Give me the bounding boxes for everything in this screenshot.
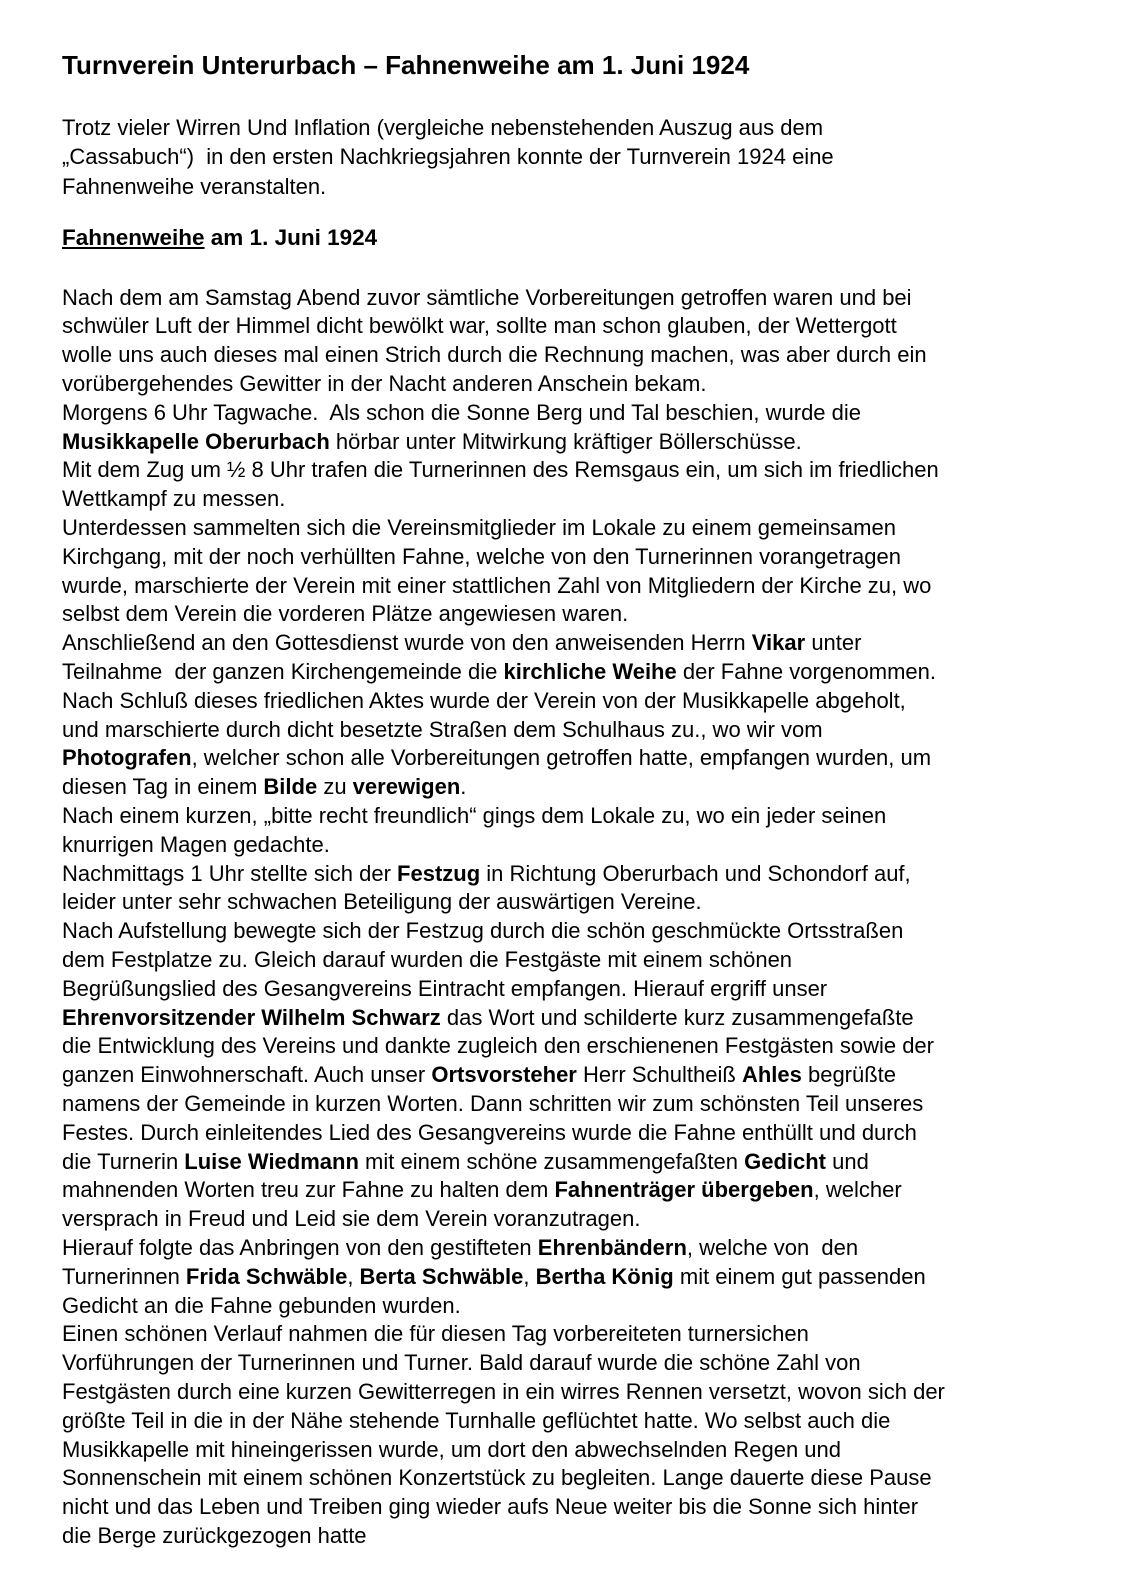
text-run: Vikar <box>751 630 806 656</box>
text-run: Anschließend an den Gottesdienst wurde von den anweisenden Herrn <box>62 630 752 656</box>
text-run: Luise Wiedmann <box>184 1148 359 1174</box>
text-run: „Cassabuch“) in den ersten Nachkriegsjahren konnte der Turnverein 1924 eine <box>62 144 834 170</box>
text-run: Gedicht <box>744 1148 826 1174</box>
text-run: die Turnerin <box>62 1148 185 1174</box>
text-run: Festgästen durch eine kurzen Gewitterregen in ein wirres Rennen versetzt, wovon sich der <box>62 1378 945 1404</box>
text-run: namens der Gemeinde in kurzen Worten. Dann schritten wir zum schönsten Teil unseres <box>62 1090 924 1116</box>
body-line <box>62 341 1101 370</box>
text-run: Nach Schluß dieses friedlichen Aktes wurde der Verein von der Musikkapelle abgeholt, <box>62 687 906 713</box>
text-run: Musikkapelle Oberurbach <box>62 428 330 454</box>
text-run: Bilde <box>263 774 318 800</box>
text-run: leider unter sehr schwachen Beteiligung der auswärtigen Vereine. <box>62 889 702 915</box>
body-line <box>62 1436 1101 1465</box>
text-run: vorübergehendes Gewitter in der Nacht anderen Anschein bekam. <box>62 371 707 397</box>
body-line <box>62 485 1101 514</box>
body-line <box>62 1464 1101 1493</box>
body-line <box>62 1205 1101 1234</box>
text-run: Unterdessen sammelten sich die Vereinsmitglieder im Lokale zu einem gemeinsamen <box>62 515 896 540</box>
text-run: Herr Schultheiß <box>576 1062 742 1088</box>
text-run: selbst dem Verein die vorderen Plätze angewiesen waren. <box>62 601 629 627</box>
text-run: versprach in Freud und Leid sie dem Verein voranzutragen. <box>62 1206 641 1232</box>
text-run: Fahnenträger übergeben <box>554 1177 814 1203</box>
body-line <box>62 1119 1101 1148</box>
text-run: Fahnenweihe veranstalten. <box>62 173 327 199</box>
body-line <box>62 1320 1101 1349</box>
text-run: Nach einem kurzen, „bitte recht freundlich“ gings dem Lokale zu, wo ein jeder seinen <box>62 802 887 828</box>
section-heading <box>62 223 1101 252</box>
text-run: die Berge zurückgezogen hatte <box>62 1522 367 1548</box>
text-run: Festes. Durch einleitendes Lied des Gesangvereins wurde die Fahne enthüllt und durch <box>62 1119 917 1145</box>
text-run: zu <box>317 774 353 800</box>
text-run: Ortsvorsteher <box>431 1062 577 1088</box>
text-run: begrüßte <box>801 1062 897 1088</box>
text-run: Wettkampf zu messen. <box>62 486 286 512</box>
text-run: Nach Aufstellung bewegte sich der Festzug durch die schön geschmückte Ortsstraßen <box>62 918 904 944</box>
intro-line <box>62 113 1101 142</box>
body-line <box>62 543 1101 572</box>
text-run: Einen schönen Verlauf nahmen die für diesen Tag vorbereiteten turnersichen <box>62 1321 809 1347</box>
text-run: Ehrenbändern <box>537 1234 687 1260</box>
text-run: Vorführungen der Turnerinnen und Turner. Bald darauf wurde die schöne Zahl von <box>62 1350 861 1376</box>
body-line <box>62 428 1101 457</box>
text-run: Fahnenweihe <box>62 225 205 251</box>
text-run: Frida Schwäble <box>185 1263 348 1289</box>
text-run: und marschierte durch dicht besetzte Straßen dem Schulhaus zu., wo wir vom <box>62 716 823 742</box>
text-run: Nachmittags 1 Uhr stellte sich der <box>62 860 398 886</box>
text-run: Musikkapelle mit hineingerissen wurde, um dort den abwechselnden Regen und <box>62 1436 842 1462</box>
text-run: Trotz vieler Wirren Und Inflation (vergleiche nebenstehenden Auszug aus dem <box>62 115 824 140</box>
body-line <box>62 600 1101 629</box>
text-run: wolle uns auch dieses mal einen Strich durch die Rechnung machen, was aber durch ein <box>62 342 927 368</box>
text-run: Ahles <box>741 1062 802 1088</box>
body-line <box>62 1004 1101 1033</box>
body-line <box>62 1032 1101 1061</box>
body-line <box>62 687 1101 716</box>
body-line <box>62 888 1101 917</box>
text-run: diesen Tag in einem <box>62 774 264 800</box>
text-run: Teilnahme der ganzen Kirchengemeinde die <box>62 658 504 684</box>
body-line <box>62 572 1101 601</box>
text-run: Festzug <box>397 860 481 886</box>
intro-line <box>62 172 1101 201</box>
text-run: knurrigen Magen gedachte. <box>62 831 330 857</box>
body-line <box>62 860 1101 889</box>
body-line <box>62 1522 1101 1551</box>
text-run: die Entwicklung des Vereins und dankte zugleich den erschienenen Festgästen sowie der <box>62 1033 934 1059</box>
text-run: unter <box>805 630 862 656</box>
text-run: Morgens 6 Uhr Tagwache. Als schon die Sonne Berg und Tal beschien, wurde die <box>62 399 862 425</box>
body-line <box>62 802 1101 831</box>
text-run: der Fahne vorgenommen. <box>676 658 936 684</box>
intro-line <box>62 142 1101 171</box>
body-line <box>62 716 1101 745</box>
body-line <box>62 1493 1101 1522</box>
intro-paragraph <box>62 113 1101 201</box>
text-run: . <box>460 774 467 800</box>
text-run: , welcher schon alle Vorbereitungen getroffen hatte, empfangen wurden, um <box>191 745 932 771</box>
text-run: Nach dem am Samstag Abend zuvor sämtliche Vorbereitungen getroffen waren und bei <box>62 284 912 310</box>
text-run: Mit dem Zug um ½ 8 Uhr trafen die Turnerinnen des Remsgaus ein, um sich im friedlichen <box>62 457 939 483</box>
text-run: Turnerinnen <box>62 1263 186 1289</box>
body-line <box>62 1234 1101 1263</box>
body-line <box>62 399 1101 428</box>
text-run: wurde, marschierte der Verein mit einer stattlichen Zahl von Mitgliedern der Kirche zu, wo <box>62 572 932 598</box>
text-run: ganzen Einwohnerschaft. Auch unser <box>62 1062 432 1088</box>
text-run: das Wort und schilderte kurz zusammengefaßte <box>440 1004 914 1030</box>
text-run: hörbar unter Mitwirkung kräftiger Böllerschüsse. <box>329 428 802 454</box>
text-run: , <box>347 1263 360 1289</box>
body-line <box>62 1061 1101 1090</box>
body-line <box>62 1148 1101 1177</box>
page-title: Turnverein Unterurbach – Fahnenweihe am 1. Juni 1924 <box>62 50 750 80</box>
text-run: Begrüßungslied des Gesangvereins Eintracht empfangen. Hierauf ergriff unser <box>62 975 828 1001</box>
body-line <box>62 773 1101 802</box>
text-run: Sonnenschein mit einem schönen Konzertstück zu begleiten. Lange dauerte diese Pause <box>62 1465 932 1491</box>
body-line <box>62 946 1101 975</box>
body-line <box>62 456 1101 485</box>
text-run: Photografen <box>62 745 192 771</box>
text-run: am 1. Juni 1924 <box>204 225 378 251</box>
body-line <box>62 1378 1101 1407</box>
body-line <box>62 975 1101 1004</box>
body-line <box>62 1263 1101 1292</box>
text-run: Berta Schwäble <box>359 1263 524 1289</box>
text-run: mit einem schöne zusammengefaßten <box>358 1148 745 1174</box>
body-line <box>62 370 1101 399</box>
body-text <box>62 284 1101 1551</box>
body-line <box>62 1292 1101 1321</box>
text-run: Gedicht an die Fahne gebunden wurden. <box>62 1292 461 1318</box>
text-run: , <box>523 1263 536 1289</box>
text-run: Kirchgang, mit der noch verhüllten Fahne, welche von den Turnerinnen vorangetragen <box>62 543 901 569</box>
body-line <box>62 629 1101 658</box>
text-run: schwüler Luft der Himmel dicht bewölkt war, sollte man schon glauben, der Wettergott <box>62 313 897 339</box>
body-line <box>62 1176 1101 1205</box>
text-run: kirchliche Weihe <box>503 658 677 684</box>
text-run: mit einem gut passenden <box>673 1263 926 1289</box>
section-heading-line <box>62 223 1101 252</box>
body-line <box>62 284 1101 313</box>
text-run: mahnenden Worten treu zur Fahne zu halten dem <box>62 1177 555 1203</box>
text-run: nicht und das Leben und Treiben ging wieder aufs Neue weiter bis die Sonne sich hinter <box>62 1494 919 1520</box>
text-run: größte Teil in die in der Nähe stehende Turnhalle geflüchtet hatte. Wo selbst auch die <box>62 1407 891 1433</box>
text-run: Ehrenvorsitzender Wilhelm Schwarz <box>62 1004 441 1030</box>
text-run: Bertha König <box>535 1263 674 1289</box>
text-run: , welcher <box>813 1177 902 1203</box>
body-line <box>62 1407 1101 1436</box>
text-run: Hierauf folgte das Anbringen von den gestifteten <box>62 1234 538 1260</box>
body-line <box>62 744 1101 773</box>
body-line <box>62 831 1101 860</box>
body-line <box>62 658 1101 687</box>
text-run: verewigen <box>352 774 461 800</box>
text-run: in Richtung Oberurbach und Schondorf auf, <box>480 860 911 886</box>
body-line <box>62 1349 1101 1378</box>
text-run: und <box>826 1148 869 1174</box>
text-run: , welche von den <box>686 1234 859 1260</box>
body-line <box>62 1090 1101 1119</box>
body-line <box>62 917 1101 946</box>
body-line <box>62 312 1101 341</box>
body-line <box>62 514 1101 543</box>
text-run: dem Festplatze zu. Gleich darauf wurden die Festgäste mit einem schönen <box>62 946 793 972</box>
